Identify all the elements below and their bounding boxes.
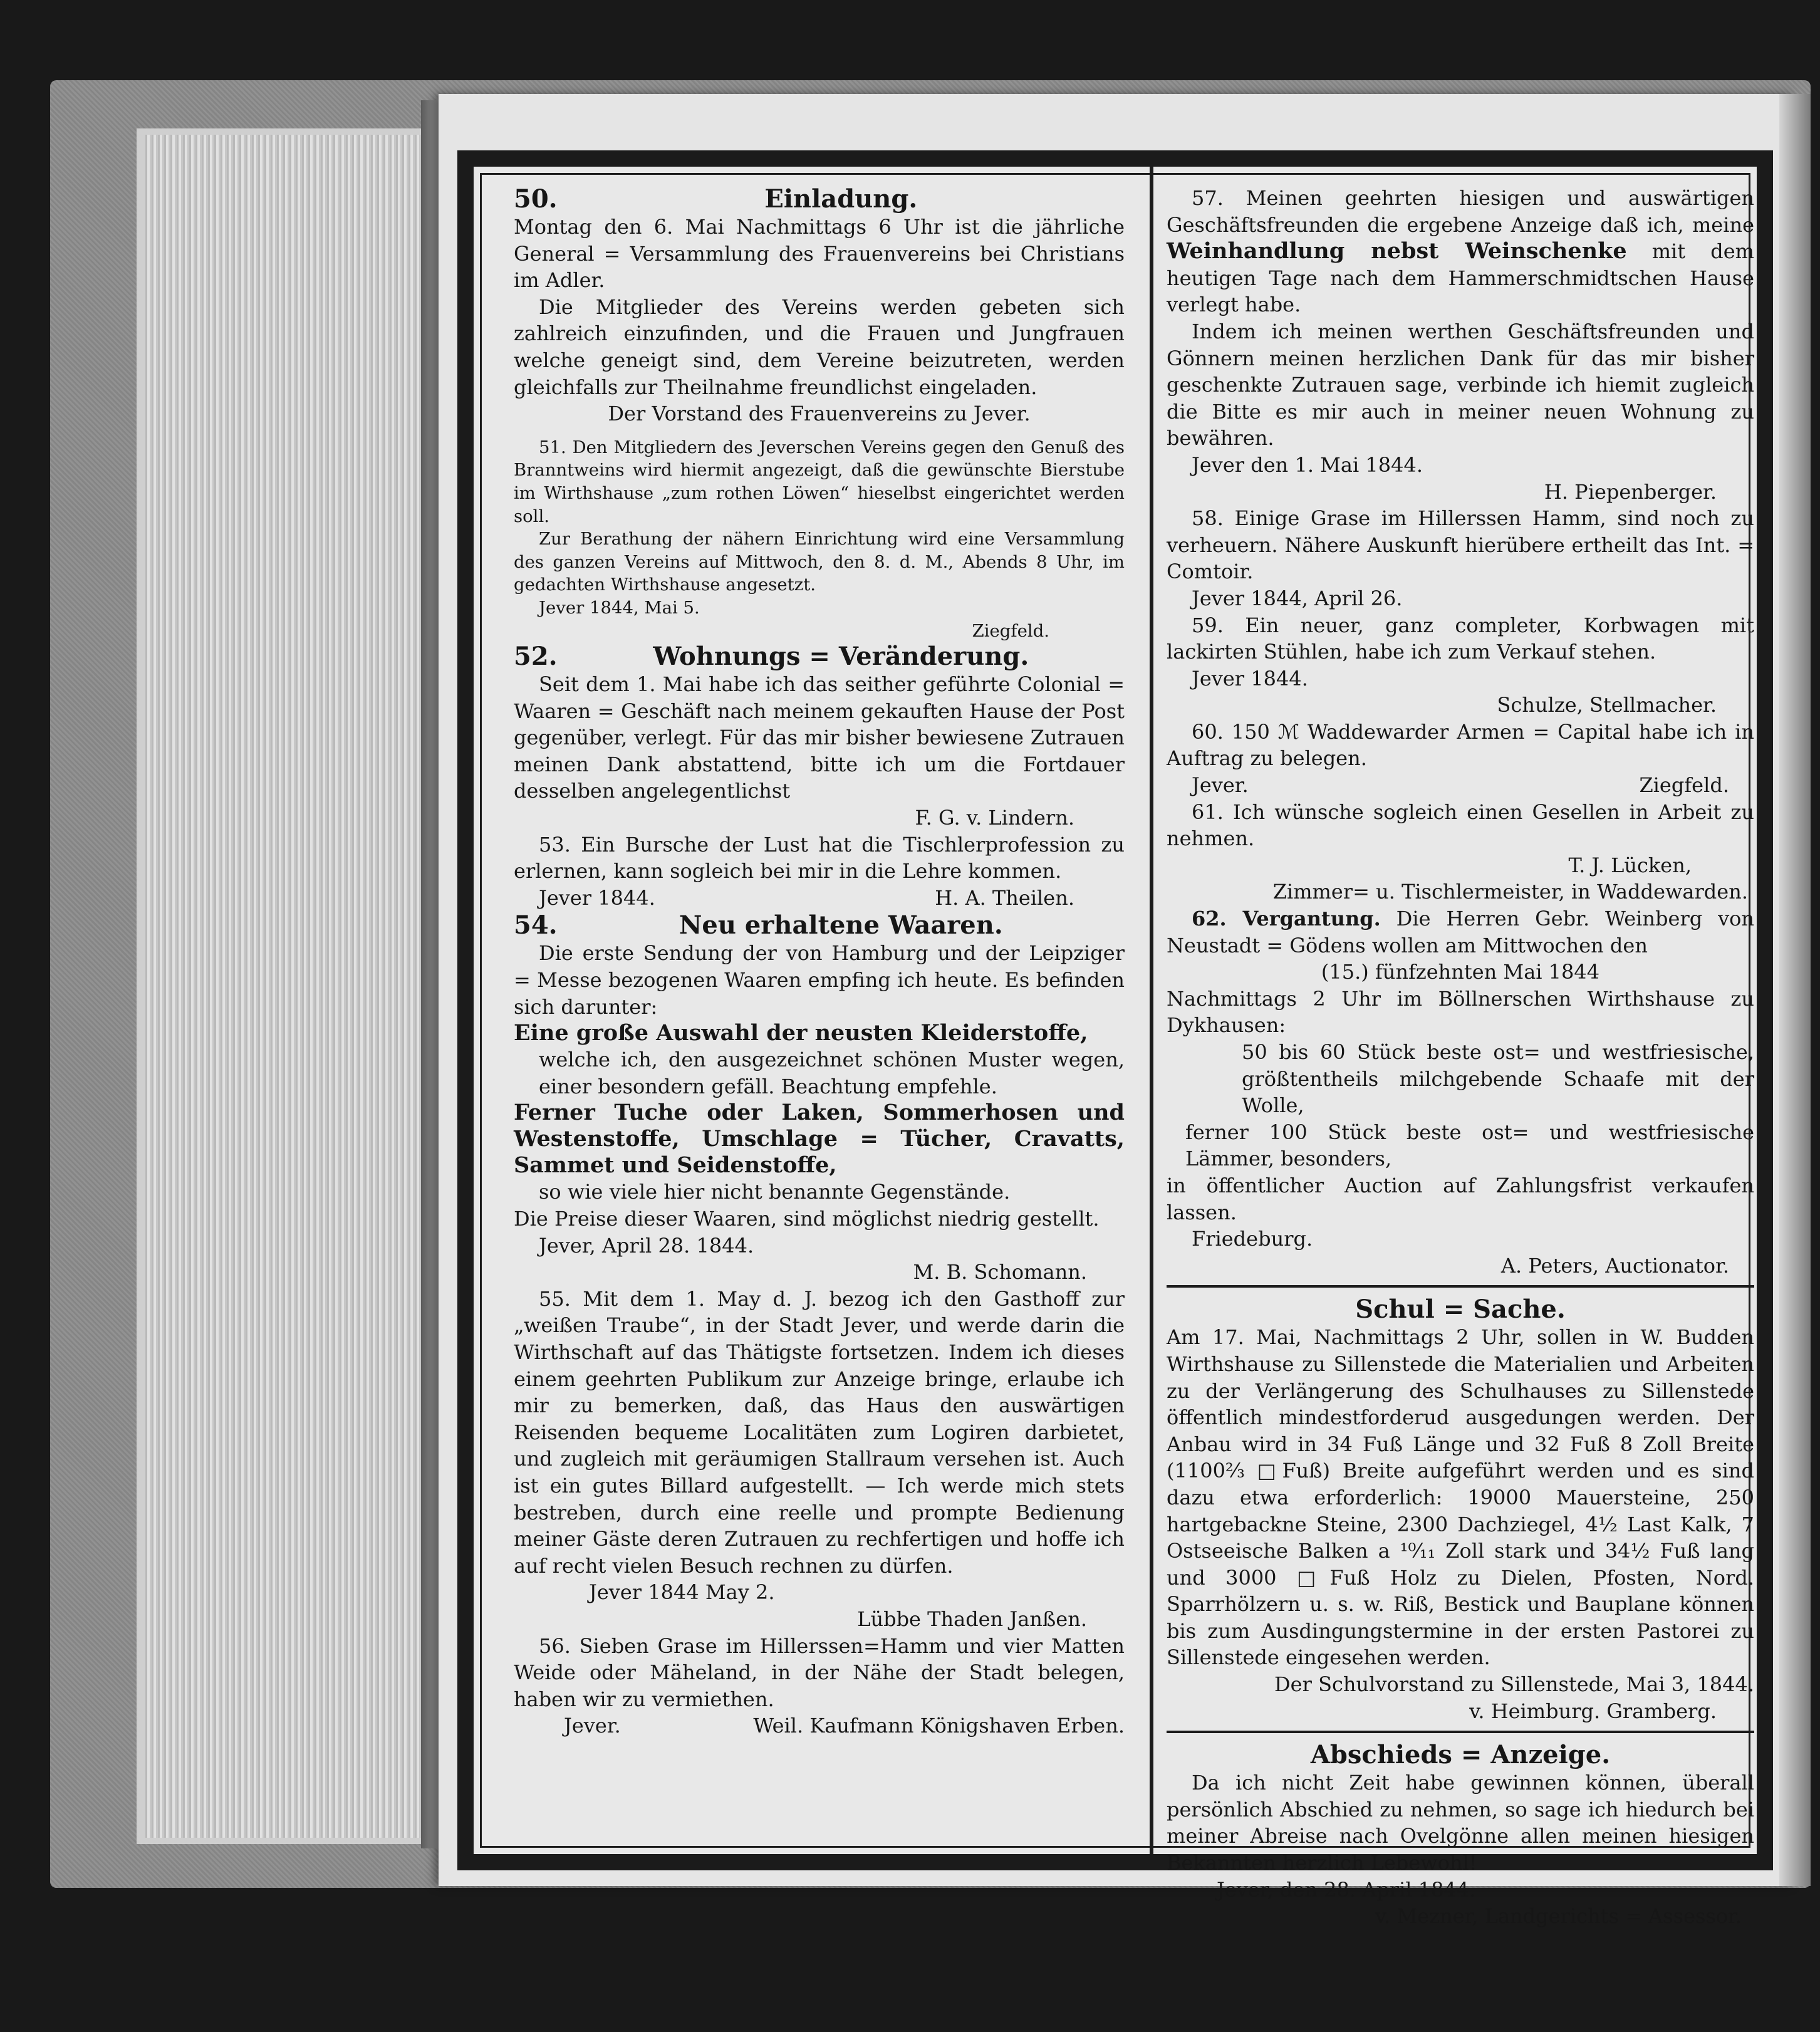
ad-signature: Der Vorstand des Frauenvereins zu Jever. [608, 402, 1031, 426]
ad-lead: 62. Vergantung. [1192, 907, 1381, 931]
ad-number: 50. [514, 184, 558, 214]
ad-body-text: Die Herren Gebr. Weinberg von Neustadt = Gödens wollen am Mittwochen den [1167, 907, 1755, 957]
ad-footer [514, 1712, 1125, 1739]
ad-body [1167, 905, 1754, 959]
ad-body: Die erste Sendung der von Hamburg und der Leipziger = Messe bezogenen Waaren empfing ich heute. Es befinden sich darunter: [514, 941, 1125, 1019]
ad-body [1167, 185, 1754, 318]
page-edges [145, 135, 421, 1838]
ad-57 [1167, 185, 1754, 505]
ad-56 [514, 1633, 1125, 1739]
page-curl [1779, 94, 1811, 1886]
ad-body: in öffentlicher Auction auf Zahlungsfrist verkaufen lassen. [1167, 1173, 1754, 1224]
ad-52 [514, 642, 1125, 831]
ad-body: 55. Mit dem 1. May d. J. bezog ich den Gasthoff zur „weißen Traube“, in der Stadt Jever, und werde darin die Wirthschaft auf das Thätigste fortsetzen. Indem ich dieses einem geehrten Publikum zur Anzeige bringe, erlaube ich mir zu bemerken, daß, das Haus den auswärtigen Reisenden bequeme Localitäten zum Logiren darbietet, und zugleich mit geräumigen Stallraum versehen ist. Auch ist ein gutes Billard aufgestellt. — Ich werde mich stets bestreben, durch eine reelle und prompte Bedienung meiner Gäste deren Zutrauen zu rechfertigen und hoffe ich auf recht vielen Besuch rechnen zu dürfen. [514, 1286, 1125, 1578]
ad-54 [514, 911, 1125, 1285]
ad-dateline: Jever 1844. [1192, 666, 1308, 690]
ad-body: Montag den 6. Mai Nachmittags 6 Uhr ist die jährliche General = Versammlung des Frauenvereins bei Christians im Adler. [514, 215, 1125, 293]
ad-53 [514, 831, 1125, 912]
ad-highlight: Ferner Tuche oder Laken, Sommerhosen und Westenstoffe, Umschlage = Tücher, Cravatts, Sammet und Seidenstoffe, [514, 1100, 1125, 1179]
ad-signature: H. Piepenberger. [1544, 479, 1717, 504]
ad-58 [1167, 505, 1754, 612]
ad-body: 51. Den Mitgliedern des Jeverschen Vereins gegen den Genuß des Branntweins wird hiermit angezeigt, daß die gewünschte Bierstube im Wirthshause „zum rothen Löwen“ hieselbst eingerichtet werden soll. [514, 437, 1125, 526]
ad-signature: v. Mezner, Landgerichts = Assessor. [1375, 1904, 1742, 1929]
ad-number: 52. [514, 642, 558, 672]
ad-body-text: mit dem heutigen Tage nach dem Hammerschmidtschen Hause verlegt habe. [1167, 239, 1754, 317]
ad-51 [514, 436, 1125, 642]
ad-title: Abschieds = Anzeige. [1310, 1740, 1611, 1770]
section-rule [1167, 1731, 1754, 1733]
ad-body: 53. Ein Bursche der Lust hat die Tischlerprofession zu erlernen, kann sogleich bei mir in die Lehre kommen. [514, 832, 1125, 883]
ad-signature: Weil. Kaufmann Königshaven Erben. [753, 1714, 1125, 1738]
ad-body: 61. Ich wünsche sogleich einen Gesellen in Arbeit zu nehmen. [1167, 800, 1754, 851]
ad-footer [514, 885, 1125, 912]
ad-dateline: Jever 1844, April 26. [1192, 586, 1403, 610]
ad-body: Die Mitglieder des Vereins werden gebeten sich zahlreich einzufinden, und die Frauen und Jungfrauen welche geneigt sind, dem Vereine beizutreten, werden gleichfalls zur Theilnahme freundlichst eingeladen. [514, 294, 1125, 399]
ad-55 [514, 1286, 1125, 1633]
ad-place: Jever. [1192, 773, 1249, 798]
ad-signature: A. Peters, Auctionator. [1500, 1253, 1729, 1278]
ad-50 [514, 185, 1125, 427]
ad-signature: Lübbe Thaden Janßen. [857, 1607, 1087, 1631]
ad-number: 54. [514, 910, 558, 940]
ad-61 [1167, 799, 1754, 905]
ad-body: so wie viele hier nicht benannte Gegenstände. [539, 1180, 1011, 1204]
ad-signature: Der Schulvorstand zu Sillenstede, Mai 3, 1844. [1274, 1672, 1754, 1697]
ad-footer [1167, 772, 1754, 799]
ad-place: Friedeburg. [1192, 1227, 1313, 1251]
ad-body-text: 57. Meinen geehrten hiesigen und auswärtigen Geschäftsfreunden die ergebene Anzeige daß ich, meine [1167, 186, 1754, 237]
ad-body: Seit dem 1. Mai habe ich das seither geführte Colonial = Waaren = Geschäft nach meinem gekauften Hause der Post gegenüber, verlegt. Für das mir bisher bewiesene Zutrauen meinen Dank abstattend, bitte ich um die Fortdauer desselben angelegentlichst [514, 672, 1125, 803]
ad-body: Nachmittags 2 Uhr im Böllnerschen Wirthshause zu Dykhausen: [1167, 986, 1754, 1038]
ad-body: Die Preise dieser Waaren, sind möglichst niedrig gestellt. [514, 1207, 1100, 1231]
ad-59 [1167, 612, 1754, 719]
ad-signature: v. Heimburg. Gramberg. [1469, 1699, 1717, 1723]
ad-body: Da ich nicht Zeit habe gewinnen können, überall persönlich Abschied zu nehmen, so sage ich hiedurch bei meiner Abreise nach Ovelgönne allen meinen hiesigen Bekannten herzlich Lebewohl! [1167, 1771, 1754, 1875]
ad-list-item: 50 bis 60 Stück beste ost= und westfriesische, größtentheils milchgebende Schaafe mit der Wolle, [1242, 1040, 1754, 1118]
ad-body: 58. Einige Grase im Hillerssen Hamm, sind noch zu verheuern. Nähere Auskunft hierübere ertheilt das Int. = Comtoir. [1167, 506, 1754, 584]
ad-highlight: Eine große Auswahl der neusten Kleiderstoffe, [514, 1020, 1088, 1046]
ad-signature: Ziegfeld. [972, 620, 1049, 641]
ad-signature: H. A. Theilen. [935, 885, 1074, 910]
ad-body: welche ich, den ausgezeichnet schönen Muster wegen, einer besondern gefäll. Beachtung empfehle. [539, 1048, 1125, 1098]
ad-dateline: Jever, den 28. April 1844. [1217, 1877, 1476, 1902]
ad-signature: Ziegfeld. [1639, 773, 1729, 798]
ad-highlight: Weinhandlung nebst Weinschenke [1167, 238, 1627, 264]
ad-list-item: ferner 100 Stück beste ost= und westfriesische Lämmer, besonders, [1185, 1120, 1754, 1171]
ad-body: 60. 150 ℳ Waddewarder Armen = Capital habe ich in Auftrag zu belegen. [1167, 719, 1754, 771]
ad-abschieds-anzeige [1167, 1741, 1754, 1930]
ad-heading [514, 911, 1125, 940]
ad-60 [1167, 719, 1754, 799]
ad-dateline: Jever 1844, Mai 5. [539, 597, 700, 618]
ad-title: Schul = Sache. [1355, 1295, 1566, 1325]
ad-heading [514, 185, 1125, 214]
left-column [514, 185, 1125, 1845]
ad-date: (15.) fünfzehnten Mai 1844 [1321, 960, 1600, 984]
ad-title: Neu erhaltene Waaren. [679, 910, 1003, 940]
ad-title: Einladung. [764, 184, 918, 214]
ad-signature: T. J. Lücken, [1568, 853, 1692, 877]
ad-dateline: Jever, April 28. 1844. [539, 1233, 754, 1258]
ad-dateline: Jever 1844 May 2. [589, 1580, 775, 1605]
ad-signature: Schulze, Stellmacher. [1497, 693, 1717, 717]
ad-place: Jever. [564, 1714, 621, 1738]
ad-heading [514, 642, 1125, 671]
ad-body: Zur Berathung der nähern Einrichtung wird eine Versammlung des ganzen Vereins auf Mittwoch, den 8. d. M., Abends 8 Uhr, im gedachten Wirthshause angesetzt. [514, 529, 1125, 595]
ad-body: 59. Ein neuer, ganz completer, Korbwagen mit lackirten Stühlen, habe ich zum Verkauf stehen. [1167, 613, 1754, 664]
ad-body: Am 17. Mai, Nachmittags 2 Uhr, sollen in W. Budden Wirthshause zu Sillenstede die Materialien und Arbeiten zu der Verlängerung des Schulhauses zu Sillenstede öffentlich mindestforderud ausgedungen werden. Der Anbau wird in 34 Fuß Länge und 32 Fuß 8 Zoll Breite (1100²⁄₃ □Fuß) Breite aufgeführt werden und es sind dazu etwa erforderlich: 19000 Mauersteine, 250 hartgebackne Steine, 2300 Dachziegel, 4½ Last Kalk, 7 Ostseeische Balken a ¹⁰⁄₁₁ Zoll stark und 34½ Fuß lang und 3000 □Fuß Holz zu Dielen, Pfosten, Nord. Sparrhölzern u. s. w. Riß, Bestick und Bauplane können bis zum Ausdingungstermine in der ersten Pastorei zu Sillenstede eingesehen werden. [1167, 1325, 1754, 1670]
ad-title: Wohnungs = Veränderung. [653, 642, 1029, 672]
section-rule [1167, 1285, 1754, 1288]
ad-signature: F. G. v. Lindern. [915, 806, 1074, 830]
right-column [1167, 185, 1755, 1929]
ad-dateline: Jever den 1. Mai 1844. [1192, 452, 1423, 477]
column-divider [1150, 166, 1153, 1855]
ad-signature-title: Zimmer= u. Tischlermeister, in Waddewarden. [1272, 880, 1748, 904]
ad-body: Indem ich meinen werthen Geschäftsfreunden und Gönnern meinen herzlichen Dank für das mir bisher geschenkte Zutrauen sage, verbinde ich hiemit zugleich die Bitte es mir auch in meiner neuen Wohnung zu bewähren. [1167, 319, 1754, 451]
ad-body: 56. Sieben Grase im Hillerssen=Hamm und vier Matten Weide oder Mäheland, in der Nähe der Stadt belegen, haben wir zu vermiethen. [514, 1633, 1125, 1711]
ad-signature: M. B. Schomann. [913, 1260, 1087, 1284]
ad-dateline: Jever 1844. [539, 885, 655, 910]
ad-62 [1167, 905, 1754, 1279]
ad-schul-sache [1167, 1295, 1754, 1724]
